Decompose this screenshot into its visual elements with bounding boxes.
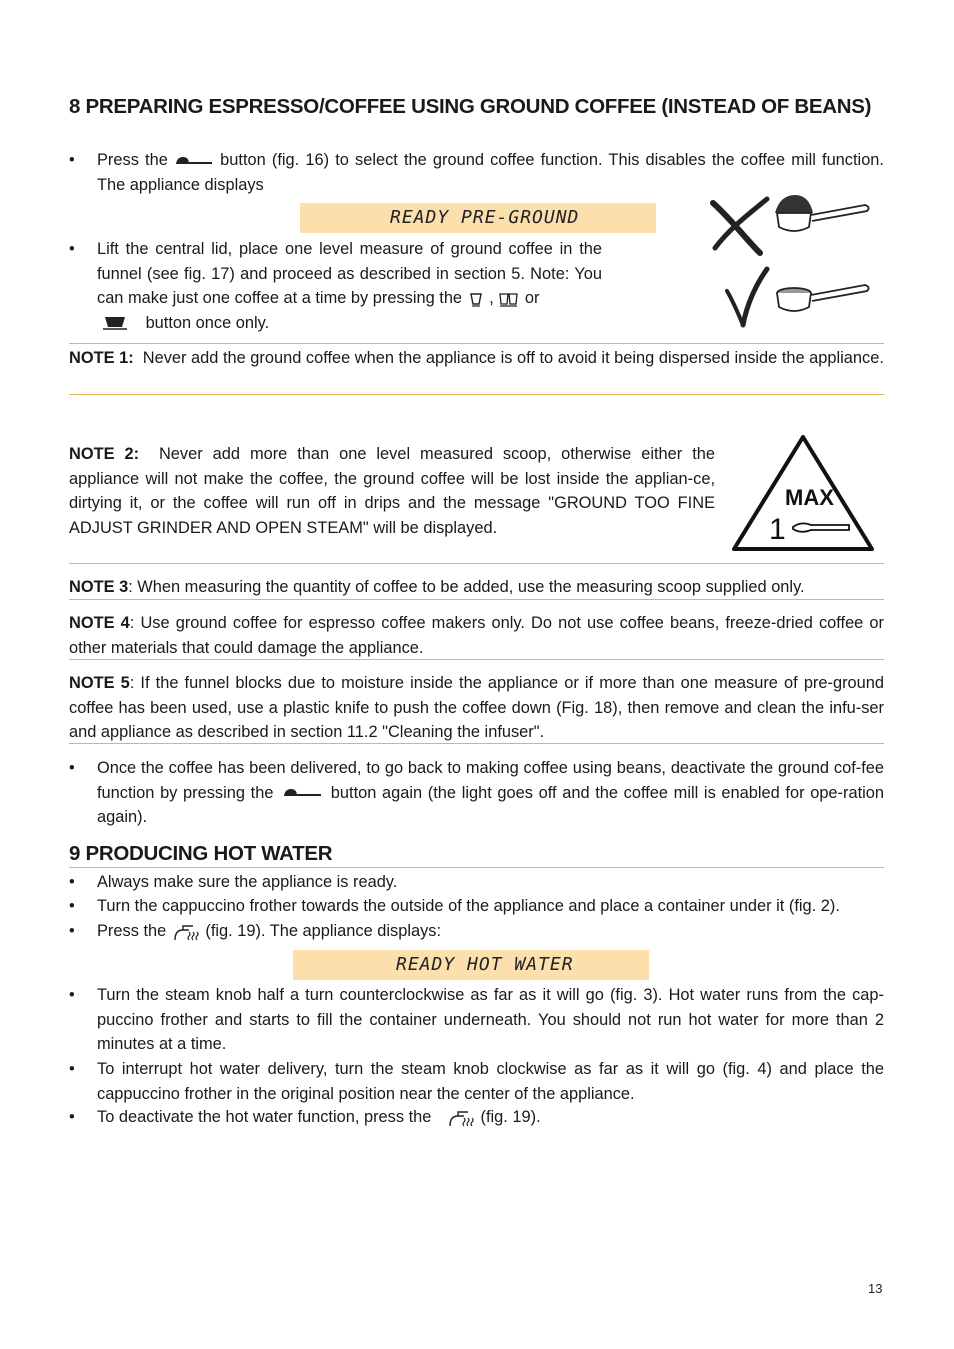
warning-triangle-icon: [731, 433, 876, 553]
bullet-text: Turn the cappuccino frother towards the outside of the appliance and place a container under it (fig. 2).: [97, 897, 840, 915]
bullet-text: or: [524, 289, 540, 307]
section-9-title: 9 PRODUCING HOT WATER: [69, 842, 884, 868]
display-text: READY PRE-GROUND: [390, 207, 580, 228]
note-text: : Use ground coffee for espresso coffee makers only. Do not use coffee beans, freeze-dried coffee or other materials that could damage the appliance.: [69, 614, 884, 657]
list-item: [69, 756, 884, 830]
divider: [69, 599, 884, 600]
bullet-text: To interrupt hot water delivery, turn the steam knob clockwise as far as it will go (fig. 4) and place the cappuccino frother in the original position near the center of the appliance.: [97, 1060, 884, 1103]
list-item: [69, 983, 884, 1057]
single-cup-icon: [467, 290, 485, 308]
display-text: READY HOT WATER: [396, 954, 574, 975]
note-5: [69, 671, 884, 745]
note-label: NOTE 1:: [69, 349, 134, 367]
divider: [69, 563, 884, 564]
overfilled-scoop-icon: [775, 195, 869, 231]
bullet-text: Turn the steam knob half a turn counterclockwise as far as it will go (fig. 3). Hot water runs from the cap-puccino frother and starts to fill the container underneath. You should not run hot water for more than 2 minutes at a time.: [97, 986, 884, 1053]
bullet: •: [69, 986, 75, 1004]
bullet: •: [69, 873, 75, 891]
note-label: NOTE 3: [69, 578, 129, 596]
mug-icon: [97, 314, 141, 332]
divider: [69, 394, 884, 395]
bullet-text: To deactivate the hot water function, press the: [97, 1108, 432, 1126]
list-item: [69, 1057, 884, 1106]
note-1: [69, 346, 884, 371]
note-label: NOTE 5: [69, 674, 130, 692]
bullet: •: [69, 759, 75, 777]
note-label: NOTE 2:: [69, 445, 140, 463]
list-item: [69, 237, 602, 335]
note-2: [69, 442, 715, 540]
note-3: [69, 575, 884, 600]
bullet-text: ,: [489, 289, 494, 307]
bullet-text: You can make just one coffee at a time by pressing the: [97, 264, 603, 307]
bullet: •: [69, 1060, 75, 1078]
note-text: : When measuring the quantity of coffee to be added, use the measuring scoop supplied only.: [128, 578, 805, 596]
display-panel: [293, 950, 649, 980]
bullet-text: (fig. 19).: [480, 1108, 541, 1126]
list-item: [69, 1105, 884, 1130]
note-label: NOTE 4: [69, 614, 130, 632]
scoop-icon: [174, 154, 214, 168]
max-label: MAX: [785, 485, 834, 510]
bullet-text: (fig. 19). The appliance displays:: [205, 922, 442, 940]
bullet-text: Once the coffee has been delivered, to go back to making coffee using beans, deactivate the ground cof-fee function by pressing the: [97, 759, 884, 802]
display-panel: [300, 203, 656, 233]
note-text: Never add more than one level measured scoop, otherwise either the appliance will not make the coffee, the ground coffee will be lost inside the applian-ce, dirtying it, or the coffee will run off in drips and the message "GROUND TOO FINE ADJUST GRINDER AND OPEN STEAM" will be displayed.: [69, 445, 715, 537]
list-item: [69, 148, 884, 197]
bullet: •: [69, 240, 75, 258]
check-mark-icon: [727, 269, 767, 325]
divider: [69, 343, 884, 344]
bullet-text: Press the: [97, 151, 168, 169]
scoop-icon: [279, 786, 325, 800]
divider: [69, 743, 884, 744]
bullet-text: button once only.: [145, 313, 270, 332]
bullet: •: [69, 922, 75, 940]
double-cup-icon: [498, 290, 520, 308]
scoop-figure: [705, 193, 875, 333]
list-item: [69, 919, 884, 944]
bullet: •: [69, 897, 75, 915]
bullet: •: [69, 1108, 75, 1126]
section-8-title: 8 PREPARING ESPRESSO/COFFEE USING GROUND COFFEE (INSTEAD OF BEANS): [69, 95, 872, 118]
list-item: [69, 870, 884, 895]
level-scoop-icon: [777, 285, 869, 311]
bullet-text: Press the: [97, 922, 167, 940]
hot-water-icon: [171, 922, 201, 942]
max-one: 1: [769, 513, 786, 546]
divider: [69, 659, 884, 660]
hot-water-icon: [436, 1108, 476, 1128]
page-number: 13: [868, 1281, 883, 1296]
list-item: [69, 894, 884, 919]
bullet-text: Always make sure the appliance is ready.: [97, 873, 398, 891]
bullet-text: button (fig. 16) to select the ground coffee function. This disables the coffee mill function. The appliance displays: [97, 151, 884, 194]
note-text: : If the funnel blocks due to moisture inside the appliance or if more than one measure of pre-ground coffee has been used, use a plastic knife to push the coffee down (Fig. 18), then remove and clean the infu-ser and appliance as described in section 11.2 "Cleaning the infuser".: [69, 674, 884, 741]
bullet: •: [69, 151, 75, 169]
cross-mark-icon: [713, 199, 767, 253]
bullet-text: Lift the central lid, place one level measure of ground coffee in the funnel (see fig. 17) and proceed as described in section 5. Note:: [97, 240, 602, 283]
note-4: [69, 611, 884, 660]
note-text: Never add the ground coffee when the appliance is off to avoid it being dispersed inside the appliance.: [142, 349, 884, 367]
bullet-text: button again (the light goes off and the coffee mill is enabled for ope-ration again).: [97, 783, 885, 826]
